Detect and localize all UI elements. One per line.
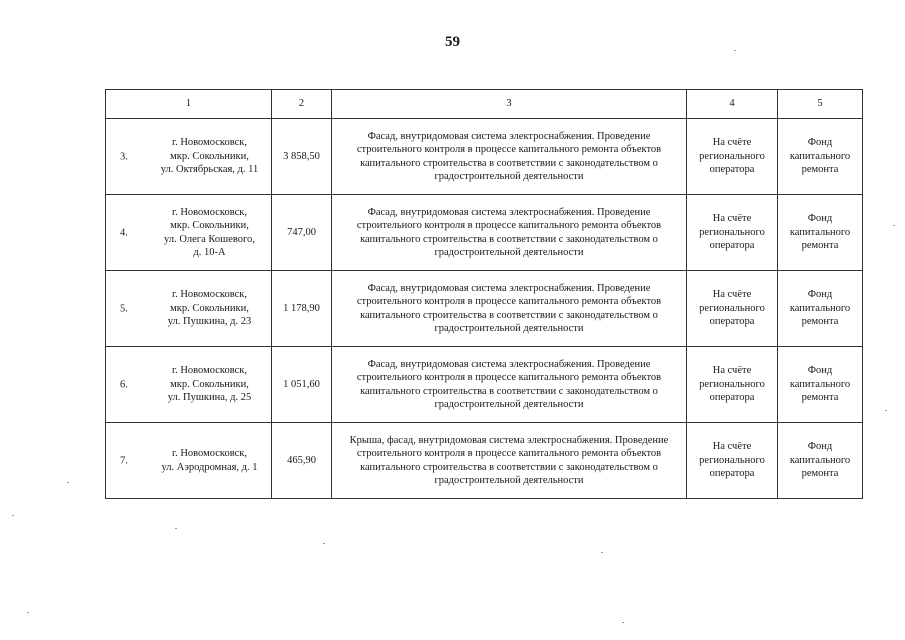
address-cell <box>106 119 272 195</box>
address-line: мкр. Сокольники, <box>170 150 249 162</box>
row-number: 5. <box>120 302 128 314</box>
page-number: 59 <box>445 34 460 50</box>
address-line: г. Новомосковск, <box>171 448 248 459</box>
value-cell: 747,00 <box>272 195 332 271</box>
account-cell: На счёте регионального оператора <box>687 271 778 347</box>
value-cell: 465,90 <box>272 423 332 499</box>
fund-cell: Фонд капитального ремонта <box>778 195 863 271</box>
header-row <box>106 90 863 119</box>
table-row <box>106 423 863 499</box>
table-row <box>106 119 863 195</box>
address-line: г. Новомосковск, <box>171 137 248 149</box>
address-line: ул. Октябрьская, д. 11 <box>160 164 259 176</box>
account-cell: На счёте регионального оператора <box>687 347 778 423</box>
description-cell: Крыша, фасад, внутридомовая система электроснабжения. Проведение строительного контроля в процессе капитального ремонта объектов капитального строительства в соответствии с законодательством о градостроительной деятельности <box>332 423 687 499</box>
scan-speck <box>323 543 325 544</box>
scan-speck <box>67 482 69 483</box>
description-cell: Фасад, внутридомовая система электроснабжения. Проведение строительного контроля в процессе капитального ремонта объектов капитального строительства в соответствии с законодательством о градостроительной деятельности <box>332 271 687 347</box>
description-cell: Фасад, внутридомовая система электроснабжения. Проведение строительного контроля в процессе капитального ремонта объектов капитального строительства в соответствии с законодательством о градостроительной деятельности <box>332 195 687 271</box>
scan-speck <box>601 552 603 553</box>
address-line: ул. Пушкина, д. 23 <box>167 316 252 328</box>
table-row <box>106 271 863 347</box>
row-number: 3. <box>120 150 128 162</box>
address-line: г. Новомосковск, <box>171 206 248 218</box>
row-number: 7. <box>120 454 128 466</box>
column-header: 1 <box>106 90 272 119</box>
column-header: 5 <box>778 90 863 119</box>
value-cell: 1 051,60 <box>272 347 332 423</box>
scan-speck <box>893 225 895 226</box>
value-cell: 1 178,90 <box>272 271 332 347</box>
scan-speck <box>12 515 14 516</box>
column-header: 2 <box>272 90 332 119</box>
scan-speck <box>885 410 887 411</box>
column-header: 4 <box>687 90 778 119</box>
account-cell: На счёте регионального оператора <box>687 195 778 271</box>
address-line: г. Новомосковск, <box>171 289 248 301</box>
value-cell: 3 858,50 <box>272 119 332 195</box>
address-cell <box>106 271 272 347</box>
column-header: 3 <box>332 90 687 119</box>
fund-cell: Фонд капитального ремонта <box>778 347 863 423</box>
fund-cell: Фонд капитального ремонта <box>778 271 863 347</box>
address-line: г. Новомосковск, <box>171 365 248 377</box>
address-line: ул. Пушкина, д. 25 <box>167 392 252 404</box>
fund-cell: Фонд капитального ремонта <box>778 423 863 499</box>
address-cell <box>106 195 272 271</box>
scan-speck <box>27 612 29 613</box>
fund-cell: Фонд капитального ремонта <box>778 119 863 195</box>
address-cell <box>106 347 272 423</box>
address-line: мкр. Сокольники, <box>170 220 249 231</box>
table-row <box>106 347 863 423</box>
row-number: 4. <box>120 226 128 238</box>
address-line: ул. Олега Кошевого, <box>164 233 255 245</box>
address-line: д. 10-А <box>193 247 226 258</box>
row-number: 6. <box>120 378 128 390</box>
scan-speck <box>622 622 624 623</box>
address-line: мкр. Сокольники, <box>170 302 249 314</box>
address-line: ул. Аэродромная, д. 1 <box>161 461 258 473</box>
works-table <box>105 89 863 499</box>
account-cell: На счёте регионального оператора <box>687 119 778 195</box>
description-cell: Фасад, внутридомовая система электроснабжения. Проведение строительного контроля в процессе капитального ремонта объектов капитального строительства в соответствии с законодательством о градостроительной деятельности <box>332 119 687 195</box>
scan-speck <box>734 50 736 51</box>
address-line: мкр. Сокольники, <box>170 378 249 390</box>
scan-speck <box>175 528 177 529</box>
account-cell: На счёте регионального оператора <box>687 423 778 499</box>
table-row <box>106 195 863 271</box>
description-cell: Фасад, внутридомовая система электроснабжения. Проведение строительного контроля в процессе капитального ремонта объектов капитального строительства в соответствии с законодательством о градостроительной деятельности <box>332 347 687 423</box>
address-cell <box>106 423 272 499</box>
